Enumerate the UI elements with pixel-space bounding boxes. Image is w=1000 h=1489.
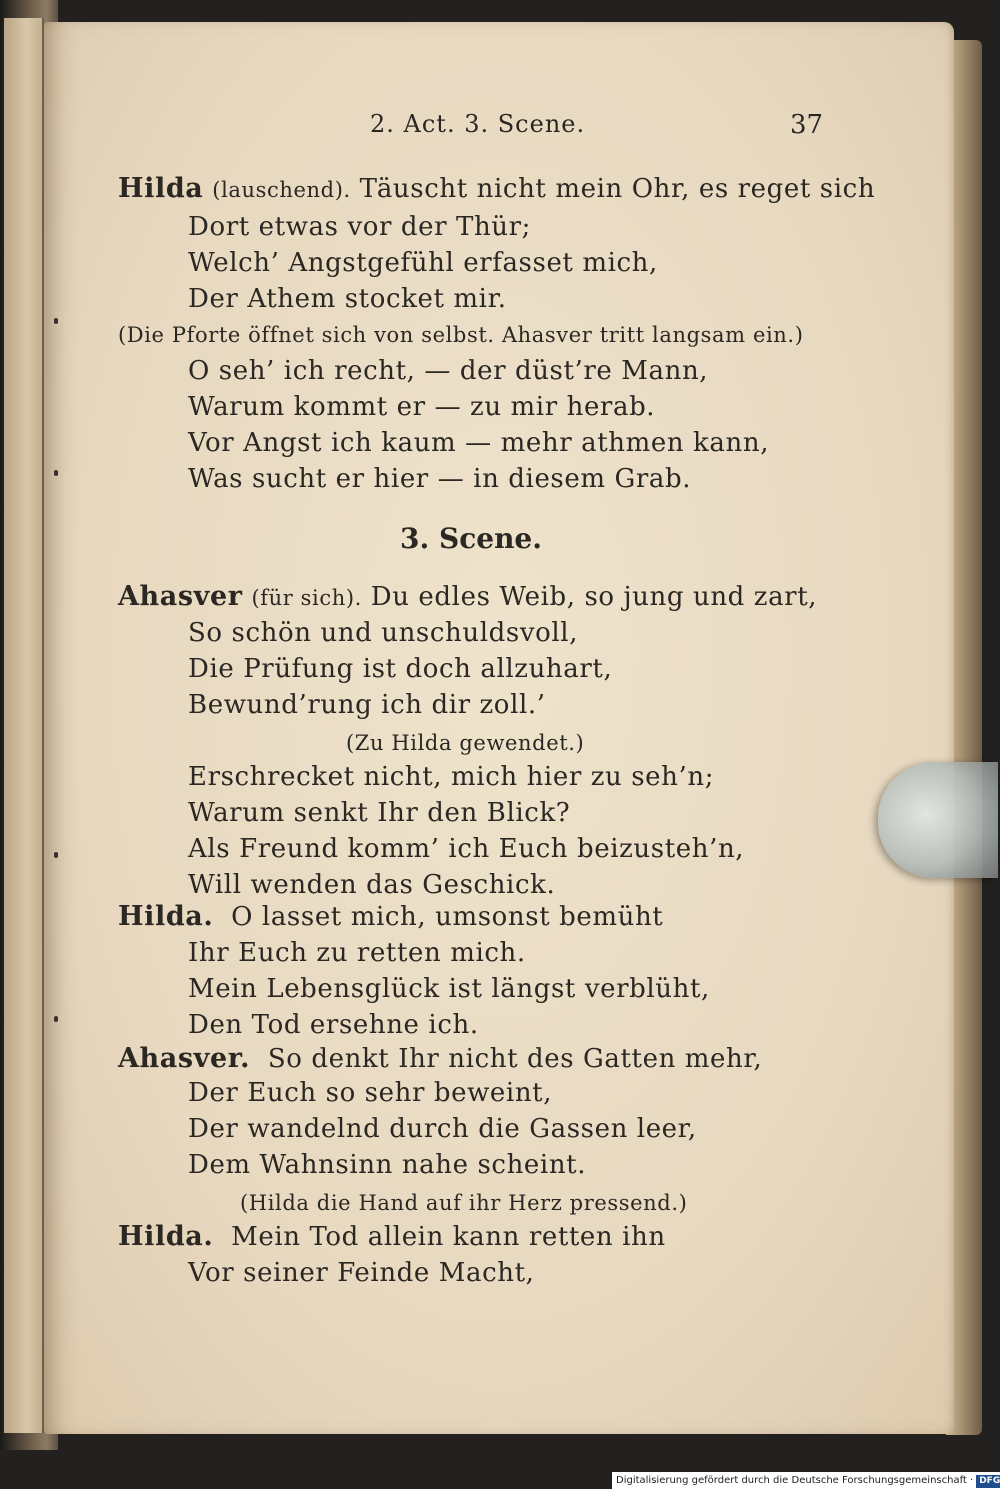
verse-line [118, 902, 663, 932]
left-page-edge [4, 18, 44, 1433]
verse-line: Der Athem stocket mir. [188, 284, 507, 314]
verse-line: Warum kommt er — zu mir herab. [188, 392, 656, 422]
verse-line [118, 174, 875, 205]
speaker-name: Hilda [118, 173, 204, 204]
verse-line [118, 1222, 666, 1252]
verse-line: O seh’ ich recht, — der düst’re Mann, [188, 356, 709, 386]
footer-text: Digitalisierung gefördert durch die Deutsche Forschungsgemeinschaft · [616, 1475, 974, 1486]
verse-text: So denkt Ihr nicht des Gatten mehr, [267, 1044, 763, 1074]
verse-line: Dort etwas vor der Thür; [188, 212, 532, 242]
verse-line [118, 1044, 762, 1074]
verse-line: Als Freund komm’ ich Euch beizusteh’n, [188, 834, 745, 864]
verse-line: Vor Angst ich kaum — mehr athmen kann, [188, 428, 770, 458]
stage-direction: (Hilda die Hand auf ihr Herz pressend.) [240, 1191, 688, 1215]
verse-text: Täuscht nicht mein Ohr, es reget sich [359, 174, 876, 204]
page-number: 37 [790, 110, 824, 140]
verse-line: Ihr Euch zu retten mich. [188, 938, 526, 968]
verse-line: Will wenden das Geschick. [188, 870, 556, 900]
verse-text: Mein Tod allein kann retten ihn [231, 1222, 666, 1252]
verse-line [118, 582, 817, 613]
page-clip [878, 762, 998, 878]
verse-line: Erschrecket nicht, mich hier zu seh’n; [188, 762, 715, 792]
stage-direction: (Die Pforte öffnet sich von selbst. Ahasver tritt langsam ein.) [118, 323, 804, 347]
verse-line: Was sucht er hier — in diesem Grab. [188, 464, 692, 494]
scene-heading: 3. Scene. [400, 522, 542, 555]
verse-line: Mein Lebensglück ist längst verblüht, [188, 974, 710, 1004]
verse-line: Die Prüfung ist doch allzuhart, [188, 654, 613, 684]
verse-line: Vor seiner Feinde Macht, [188, 1258, 535, 1288]
verse-line: Den Tod ersehne ich. [188, 1010, 479, 1040]
verse-text: O lasset mich, umsonst bemüht [231, 902, 664, 932]
dfg-logo: DFG [976, 1475, 1000, 1488]
verse-line: Der wandelnd durch die Gassen leer, [188, 1114, 697, 1144]
binding-mark [54, 318, 58, 324]
speaker-name: Hilda. [118, 901, 214, 932]
speaker-name: Ahasver [118, 581, 243, 612]
verse-line: Welch’ Angstgefühl erfasset mich, [188, 248, 658, 278]
running-header: 2. Act. 3. Scene. [370, 110, 586, 138]
binding-mark [54, 852, 58, 858]
verse-line: Dem Wahnsinn nahe scheint. [188, 1150, 587, 1180]
verse-line: Der Euch so sehr beweint, [188, 1078, 553, 1108]
footer-credit [612, 1472, 1000, 1489]
verse-line: Warum senkt Ihr den Blick? [188, 798, 571, 828]
binding-mark [54, 470, 58, 476]
stage-direction: (Zu Hilda gewendet.) [346, 731, 585, 755]
verse-line: So schön und unschuldsvoll, [188, 618, 579, 648]
stage-direction-inline: (für sich). [251, 586, 362, 610]
verse-line: Bewund’rung ich dir zoll.’ [188, 690, 546, 720]
speaker-name: Hilda. [118, 1221, 214, 1252]
stage-direction-inline: (lauschend). [212, 178, 351, 202]
verse-text: Du edles Weib, so jung und zart, [370, 582, 818, 612]
binding-mark [54, 1016, 58, 1022]
speaker-name: Ahasver. [118, 1043, 251, 1074]
